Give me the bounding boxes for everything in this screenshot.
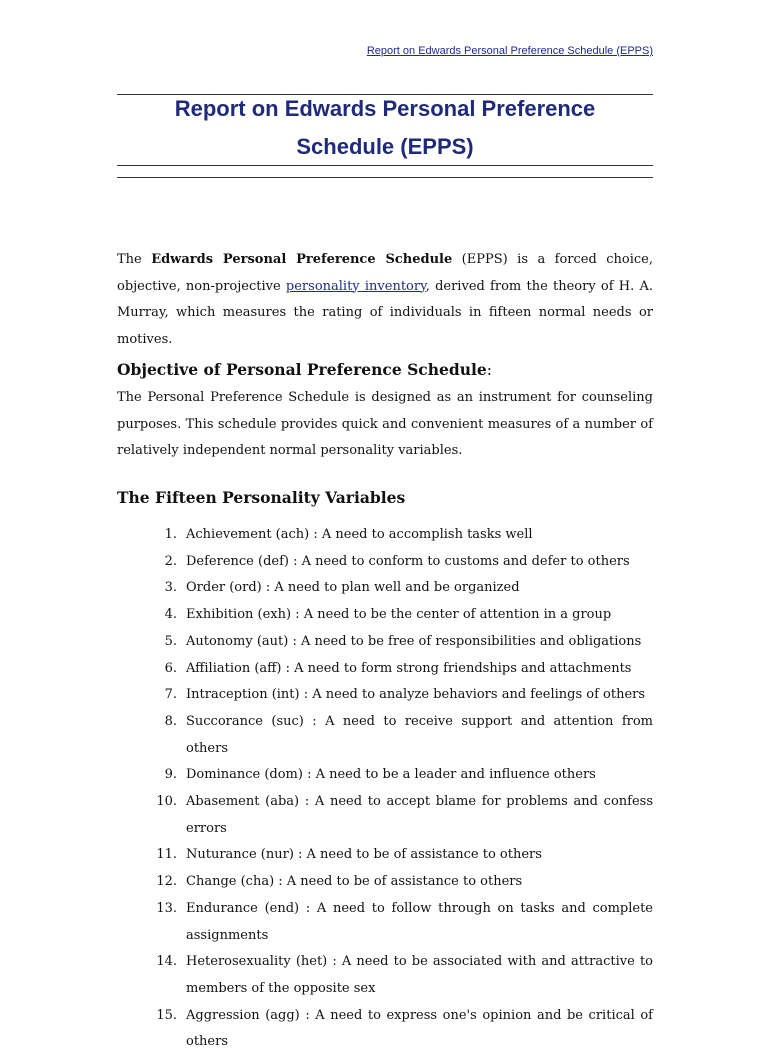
intro-text-3: , derived from the theory of H. A. Murray, which measures the rating of individuals in fifteen normal needs or motives. bbox=[117, 278, 653, 347]
list-item-number: 11. bbox=[156, 847, 177, 863]
list-item-number: 3. bbox=[164, 580, 177, 596]
list-item-text: Affiliation (aff) : A need to form strong friendships and attachments bbox=[186, 660, 632, 676]
list-item-text: Achievement (ach) : A need to accomplish tasks well bbox=[186, 527, 533, 542]
list-item-number: 7. bbox=[164, 687, 177, 703]
list-item-text: Endurance (end) : A need to follow through on tasks and complete assignments bbox=[186, 900, 653, 943]
objective-heading-text: Objective of Personal Preference Schedule bbox=[117, 360, 487, 379]
page-title bbox=[117, 90, 653, 166]
list-item bbox=[117, 789, 653, 842]
list-item bbox=[117, 549, 653, 576]
list-item-number: 12. bbox=[156, 874, 177, 890]
intro-text-2: (EPPS) is a forced choice, objective, non-projective bbox=[117, 252, 653, 294]
list-item-text: Order (ord) : A need to plan well and be organized bbox=[186, 580, 520, 596]
list-item bbox=[117, 602, 653, 629]
list-item-text: Change (cha) : A need to be of assistance to others bbox=[186, 874, 523, 890]
list-item bbox=[117, 709, 653, 762]
objective-paragraph: The Personal Preference Schedule is designed as an instrument for counseling purposes. This schedule provides quick and convenient measures of a number of relatively independent normal personality variables. bbox=[117, 390, 653, 458]
list-item-text: Deference (def) : A need to conform to customs and defer to others bbox=[186, 553, 630, 569]
list-item bbox=[117, 949, 653, 1002]
list-item-number: 6. bbox=[164, 660, 177, 676]
list-item-text: Succorance (suc) : A need to receive support and attention from others bbox=[186, 713, 653, 756]
list-item bbox=[117, 629, 653, 656]
list-item-number: 10. bbox=[156, 794, 177, 810]
list-item bbox=[117, 1003, 653, 1056]
title-bottom-rule-2 bbox=[117, 177, 653, 178]
objective-heading bbox=[117, 360, 492, 379]
list-item-text: Intraception (int) : A need to analyze behaviors and feelings of others bbox=[186, 687, 646, 703]
list-item-number: 14. bbox=[156, 954, 177, 970]
list-item-number: 5. bbox=[164, 633, 177, 649]
list-item bbox=[117, 575, 653, 602]
list-item bbox=[117, 762, 653, 789]
objective-heading-colon: : bbox=[486, 361, 492, 379]
personality-inventory-link[interactable]: personality inventory bbox=[285, 278, 426, 294]
list-item-text: Dominance (dom) : A need to be a leader and influence others bbox=[186, 767, 596, 783]
list-item-text: Heterosexuality (het) : A need to be associated with and attractive to members of the opposite sex bbox=[186, 954, 653, 996]
list-item bbox=[117, 896, 653, 949]
intro-paragraph bbox=[117, 247, 653, 353]
list-item-text: Nuturance (nur) : A need to be of assistance to others bbox=[186, 847, 542, 863]
title-bottom-rule-1 bbox=[117, 165, 653, 166]
title-line-2: Schedule (EPPS) bbox=[296, 134, 474, 159]
list-item bbox=[117, 842, 653, 869]
list-item-text: Aggression (agg) : A need to express one's opinion and be critical of others bbox=[186, 1007, 653, 1050]
list-item-text: Autonomy (aut) : A need to be free of responsibilities and obligations bbox=[186, 633, 642, 649]
variables-heading: The Fifteen Personality Variables bbox=[117, 488, 406, 507]
list-item-number: 2. bbox=[164, 553, 177, 569]
list-item bbox=[117, 869, 653, 896]
list-item bbox=[117, 682, 653, 709]
list-item-number: 13. bbox=[156, 900, 177, 916]
header-link[interactable]: Report on Edwards Personal Preference Schedule (EPPS) bbox=[366, 45, 653, 57]
list-item-number: 9. bbox=[164, 767, 177, 783]
list-item-number: 4. bbox=[164, 607, 177, 623]
list-item bbox=[117, 522, 653, 549]
intro-bold: Edwards Personal Preference Schedule bbox=[151, 252, 453, 267]
list-item-number: 1. bbox=[164, 527, 177, 542]
list-item-number: 15. bbox=[156, 1007, 177, 1023]
list-item bbox=[117, 656, 653, 683]
list-item-text: Exhibition (exh) : A need to be the center of attention in a group bbox=[186, 607, 612, 623]
list-item-text: Abasement (aba) : A need to accept blame for problems and confess errors bbox=[186, 794, 653, 836]
intro-text-1: The bbox=[117, 252, 152, 267]
list-item-number: 8. bbox=[164, 713, 177, 729]
variables-list bbox=[117, 522, 653, 1056]
title-line-1: Report on Edwards Personal Preference bbox=[174, 96, 596, 121]
